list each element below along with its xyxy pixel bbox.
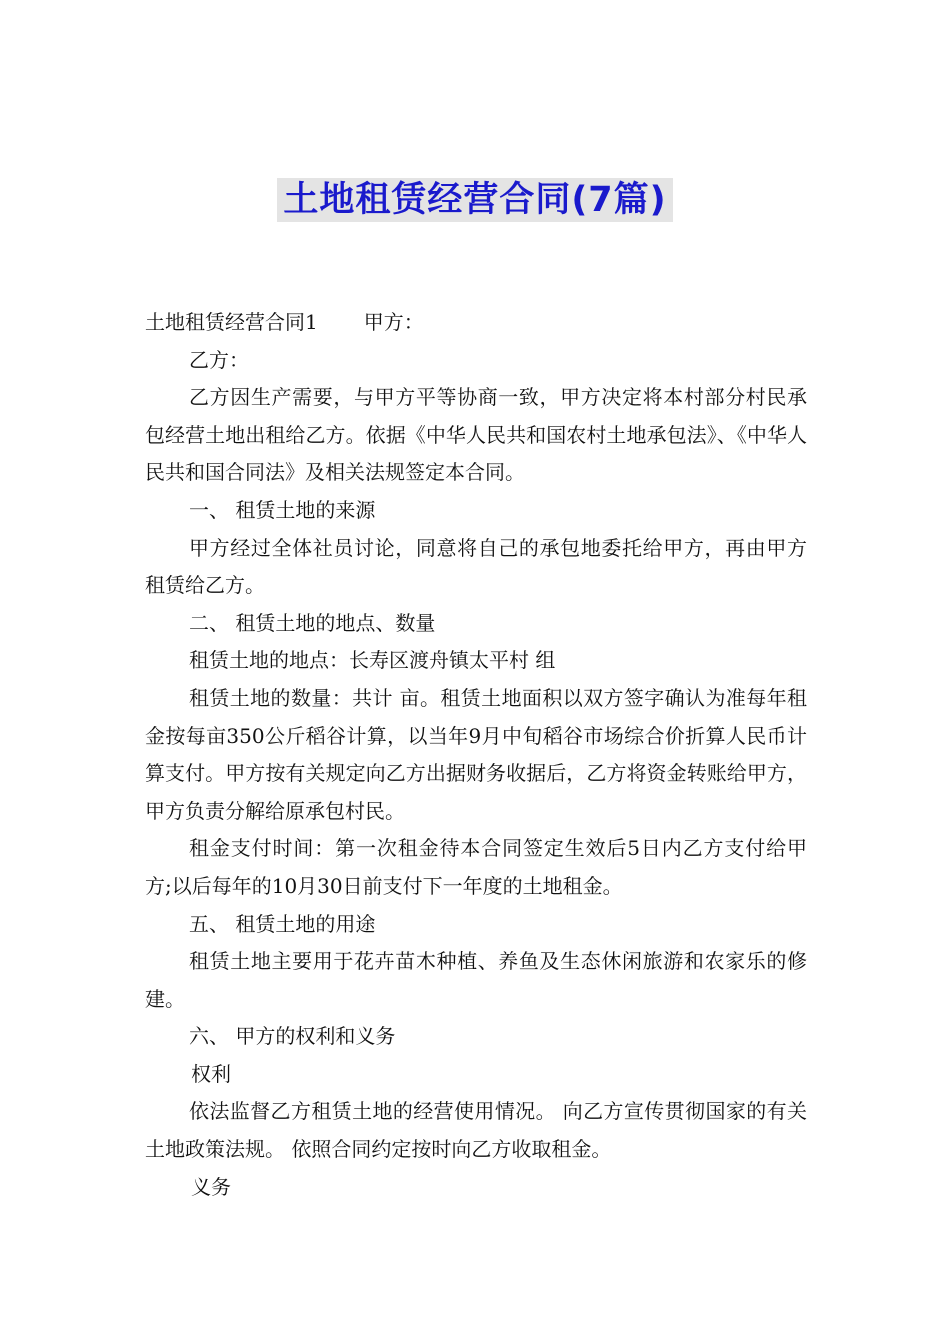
paragraph: 租赁土地主要用于花卉苗木种植、养鱼及生态休闲旅游和农家乐的修建。 [145, 949, 807, 1011]
section-heading: 一、 租赁土地的来源 [189, 497, 376, 522]
contract-heading: 土地租赁经营合同1 [145, 310, 318, 334]
title-wrap [0, 178, 950, 222]
paragraph: 依法监督乙方租赁土地的经营使用情况。 向乙方宣传贯彻国家的有关土地政策法规。 依照合同约定按时向乙方收取租金。 [145, 1099, 807, 1162]
paragraph: 租赁土地的数量：共计 亩。租赁土地面积以双方签字确认为准每年租金按每亩350公斤稻谷计算，以当年9月中旬稻谷市场综合价折算人民币计算支付。甲方按有关规定向乙方出据财务收据后，乙方将资金转账给甲方，甲方负责分解给原承包村民。 [145, 685, 807, 823]
sub-heading: 权利 [191, 1061, 231, 1086]
paragraph: 租金支付时间：第一次租金待本合同签定生效后5日内乙方支付给甲方;以后每年的10月30日前支付下一年度的土地租金。 [145, 836, 807, 898]
paragraph: 甲方经过全体社员讨论，同意将自己的承包地委托给甲方，再由甲方租赁给乙方。 [145, 535, 807, 598]
sub-heading: 义务 [191, 1174, 231, 1199]
section-heading: 五、 租赁土地的用途 [189, 911, 376, 936]
party-a-label: 甲方： [363, 310, 424, 334]
section-heading: 二、 租赁土地的地点、数量 [189, 610, 436, 635]
document-body [145, 304, 807, 1206]
spacer [318, 304, 364, 342]
document-title: 土地租赁经营合同(7篇) [277, 178, 672, 222]
paragraph: 租赁土地的地点：长寿区渡舟镇太平村 组 [189, 648, 556, 673]
section-heading: 六、 甲方的权利和义务 [189, 1024, 396, 1049]
first-line [145, 304, 807, 342]
paragraph: 乙方因生产需要，与甲方平等协商一致，甲方决定将本村部分村民承包经营土地出租给乙方。依据《中华人民共和国农村土地承包法》、《中华人民共和国合同法》及相关法规签定本合同。 [145, 385, 807, 485]
paragraph: 乙方： [189, 347, 249, 372]
